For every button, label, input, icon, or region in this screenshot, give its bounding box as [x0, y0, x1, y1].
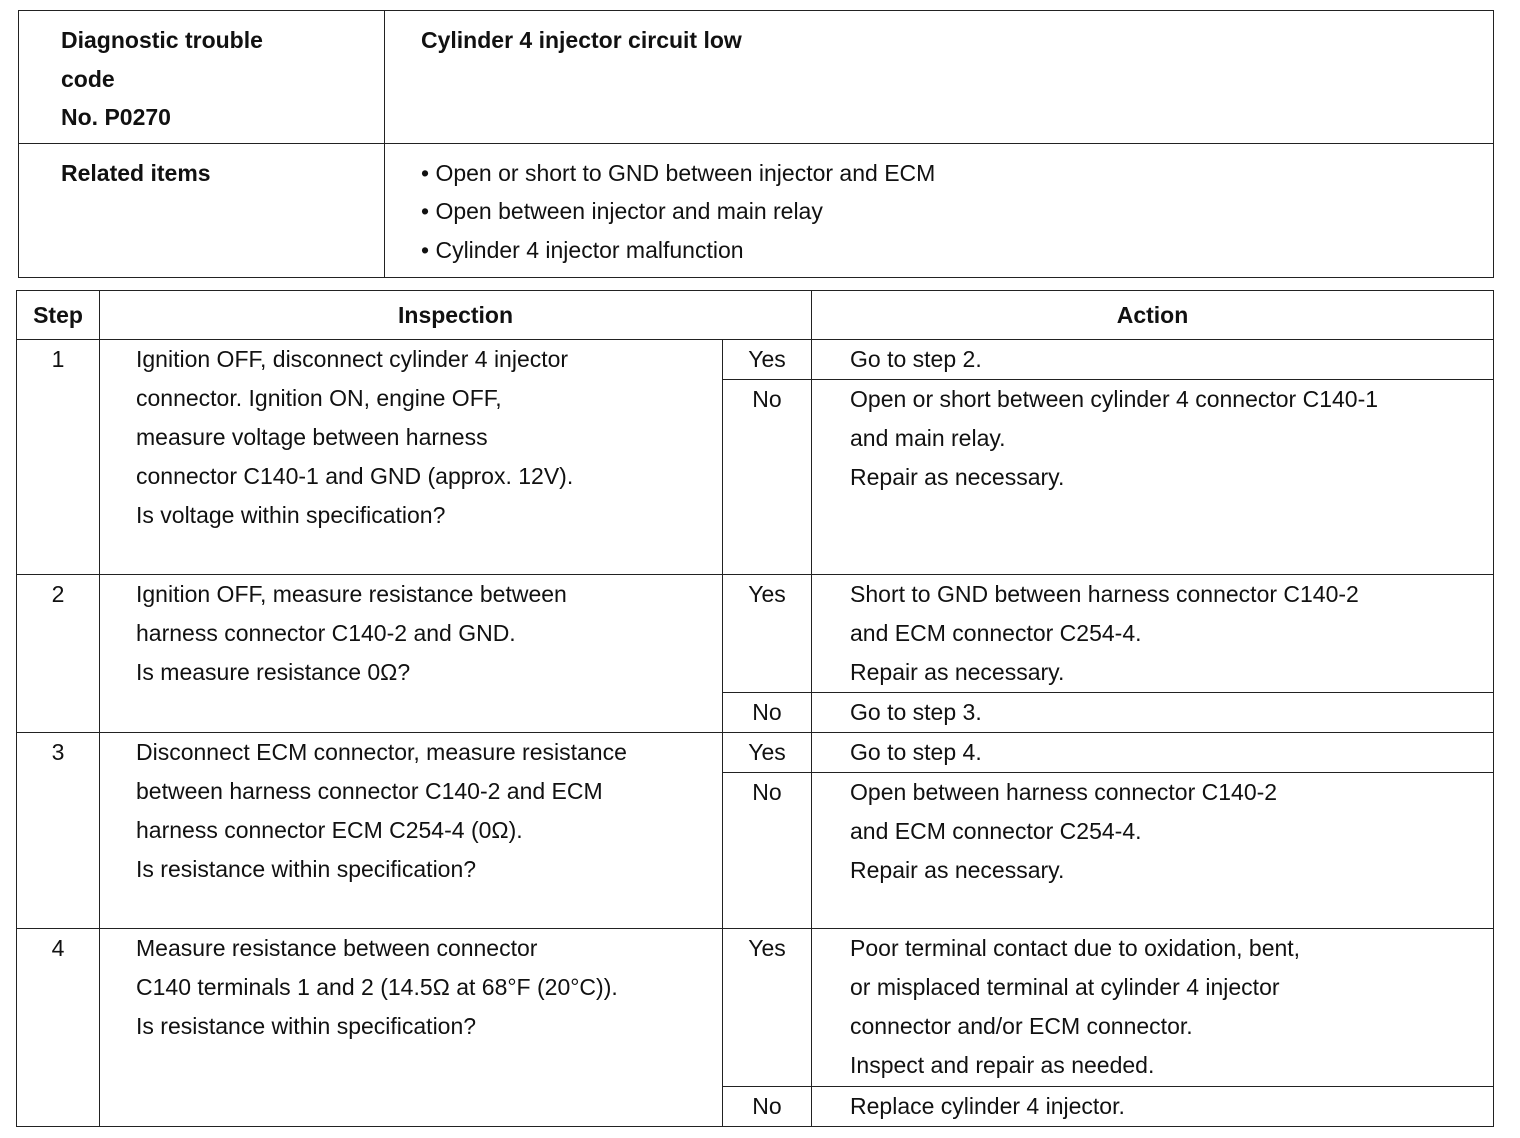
- no-action: [812, 773, 1494, 929]
- step-number: 2: [17, 575, 100, 733]
- inspection-line: harness connector C140-2 and GND.: [136, 620, 516, 646]
- inspection-line: Is voltage within specification?: [136, 502, 446, 528]
- inspection-line: measure voltage between harness: [136, 424, 488, 450]
- yes-label: Yes: [723, 340, 812, 380]
- no-label: No: [723, 380, 812, 575]
- action-line: Repair as necessary.: [850, 857, 1065, 883]
- inspection-line: connector C140-1 and GND (approx. 12V).: [136, 463, 574, 489]
- action-line: Go to step 4.: [850, 739, 982, 765]
- step-number: 3: [17, 733, 100, 929]
- dtc-code: No. P0270: [61, 104, 171, 130]
- related-items-label: Related items: [19, 143, 385, 277]
- related-item: • Cylinder 4 injector malfunction: [421, 231, 1483, 270]
- inspection-text: [100, 575, 723, 733]
- inspection-text: [100, 733, 723, 929]
- related-item: • Open between injector and main relay: [421, 192, 1483, 231]
- table-row: [17, 929, 1494, 1087]
- inspection-text: [100, 340, 723, 575]
- related-item: • Open or short to GND between injector and ECM: [421, 154, 1483, 193]
- inspection-line: Is resistance within specification?: [136, 1013, 477, 1039]
- step-number: 1: [17, 340, 100, 575]
- action-line: or misplaced terminal at cylinder 4 injector: [850, 974, 1280, 1000]
- inspection-line: C140 terminals 1 and 2 (14.5Ω at 68°F (20°C)).: [136, 974, 618, 1000]
- dtc-label-line: Diagnostic trouble: [61, 27, 263, 53]
- yes-action: [812, 575, 1494, 693]
- yes-action: [812, 340, 1494, 380]
- action-line: connector and/or ECM connector.: [850, 1013, 1193, 1039]
- action-line: and ECM connector C254-4.: [850, 620, 1142, 646]
- table-header-row: [17, 291, 1494, 340]
- inspection-line: Ignition OFF, disconnect cylinder 4 injector: [136, 346, 569, 372]
- action-line: Short to GND between harness connector C140-2: [850, 581, 1359, 607]
- yes-action: [812, 929, 1494, 1087]
- no-label: No: [723, 693, 812, 733]
- action-line: Replace cylinder 4 injector.: [850, 1093, 1125, 1119]
- table-row: [17, 575, 1494, 693]
- inspection-line: Disconnect ECM connector, measure resistance: [136, 739, 627, 765]
- action-line: and main relay.: [850, 425, 1006, 451]
- inspection-line: Is resistance within specification?: [136, 856, 477, 882]
- action-line: Poor terminal contact due to oxidation, bent,: [850, 935, 1301, 961]
- dtc-label-line: code: [61, 65, 115, 92]
- inspection-line: Ignition OFF, measure resistance between: [136, 581, 567, 607]
- inspection-line: Measure resistance between connector: [136, 935, 538, 961]
- diagnostic-steps-table: [16, 290, 1494, 1127]
- col-header-action: Action: [812, 291, 1494, 340]
- no-action: [812, 1087, 1494, 1127]
- inspection-line: between harness connector C140-2 and ECM: [136, 778, 603, 804]
- yes-label: Yes: [723, 929, 812, 1087]
- action-line: Go to step 3.: [850, 699, 982, 725]
- table-row: [17, 340, 1494, 380]
- related-items-list: [385, 143, 1494, 277]
- no-label: No: [723, 773, 812, 929]
- yes-label: Yes: [723, 575, 812, 693]
- no-action: [812, 380, 1494, 575]
- table-row: [17, 733, 1494, 773]
- dtc-header-table: [18, 10, 1494, 278]
- action-line: Open between harness connector C140-2: [850, 779, 1278, 805]
- yes-action: [812, 733, 1494, 773]
- inspection-line: connector. Ignition ON, engine OFF,: [136, 385, 502, 411]
- col-header-inspection: Inspection: [100, 291, 812, 340]
- inspection-text: [100, 929, 723, 1127]
- inspection-line: harness connector ECM C254-4 (0Ω).: [136, 817, 523, 843]
- no-action: [812, 693, 1494, 733]
- dtc-label: [19, 11, 385, 144]
- col-header-step: Step: [17, 291, 100, 340]
- action-line: Repair as necessary.: [850, 659, 1065, 685]
- action-line: Repair as necessary.: [850, 464, 1065, 490]
- action-line: Inspect and repair as needed.: [850, 1052, 1155, 1078]
- action-line: and ECM connector C254-4.: [850, 818, 1142, 844]
- step-number: 4: [17, 929, 100, 1127]
- yes-label: Yes: [723, 733, 812, 773]
- action-line: Open or short between cylinder 4 connector C140-1: [850, 386, 1379, 412]
- action-line: Go to step 2.: [850, 346, 982, 372]
- inspection-line: Is measure resistance 0Ω?: [136, 659, 411, 685]
- dtc-title: Cylinder 4 injector circuit low: [385, 11, 1494, 144]
- no-label: No: [723, 1087, 812, 1127]
